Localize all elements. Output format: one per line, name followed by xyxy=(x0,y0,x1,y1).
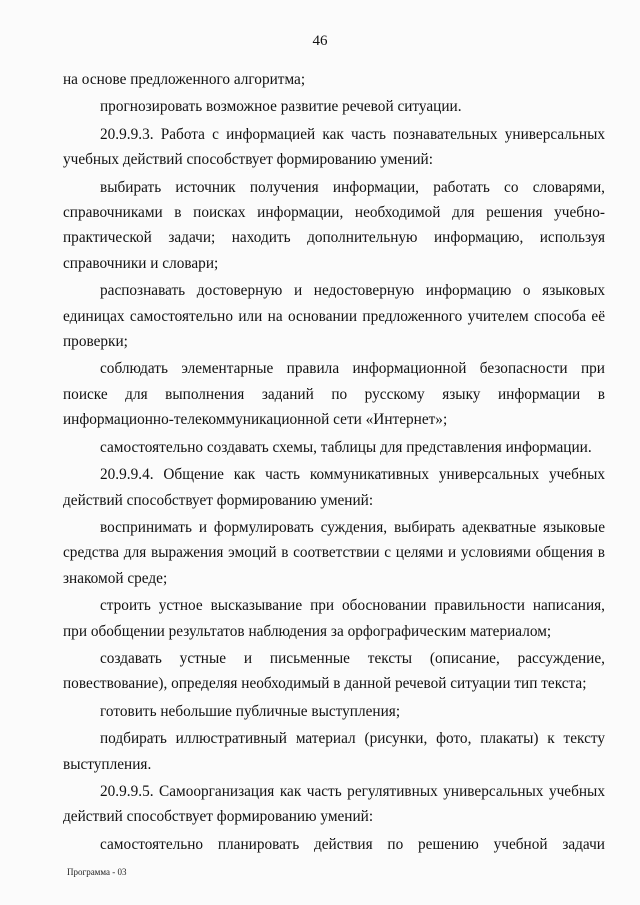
paragraph: самостоятельно планировать действия по решению учебной задачи xyxy=(100,835,605,853)
page-number: 46 xyxy=(312,33,328,49)
footer-label: Программа - 03 xyxy=(67,867,127,877)
paragraph: подбирать иллюстративный материал (рисунки, фото, плакаты) к тексту выступления. xyxy=(63,730,605,773)
body-text xyxy=(63,67,605,857)
paragraph: распознавать достоверную и недостоверную информацию о языковых единицах самостоятельно или на основании предложенного учителем способа её проверки; xyxy=(63,282,605,351)
paragraph: 20.9.9.4. Общение как часть коммуникативных универсальных учебных действий способствует формированию умений: xyxy=(63,466,605,509)
paragraph: воспринимать и формулировать суждения, выбирать адекватные языковые средства для выражения эмоций в соответствии с целями и условиями общения в знакомой среде; xyxy=(63,518,605,587)
paragraph: прогнозировать возможное развитие речевой ситуации. xyxy=(100,98,462,116)
paragraph: выбирать источник получения информации, работать со словарями, справочниками в поисках информации, необходимой для решения учебно-практической задачи; находить дополнительную информацию, используя справочники и словари; xyxy=(63,178,605,272)
paragraph: строить устное высказывание при обосновании правильности написания, при обобщении результатов наблюдения за орфографическим материалом; xyxy=(63,597,605,640)
paragraph: готовить небольшие публичные выступления; xyxy=(100,702,401,720)
paragraph: на основе предложенного алгоритма; xyxy=(63,71,306,88)
paragraph: самостоятельно создавать схемы, таблицы для представления информации. xyxy=(100,438,592,456)
paragraph: создавать устные и письменные тексты (описание, рассуждение, повествование), определяя необходимый в данной речевой ситуации тип текста; xyxy=(63,649,605,693)
paragraph: соблюдать элементарные правила информационной безопасности при поиске для выполнения заданий по русскому языку информации в информационно-телекоммуникационной сети «Интернет»; xyxy=(63,360,605,429)
paragraph: 20.9.9.5. Самоорганизация как часть регулятивных универсальных учебных действий способствует формированию умений: xyxy=(63,782,605,826)
paragraph: 20.9.9.3. Работа с информацией как часть познавательных универсальных учебных действий способствует формированию умений: xyxy=(63,125,605,169)
